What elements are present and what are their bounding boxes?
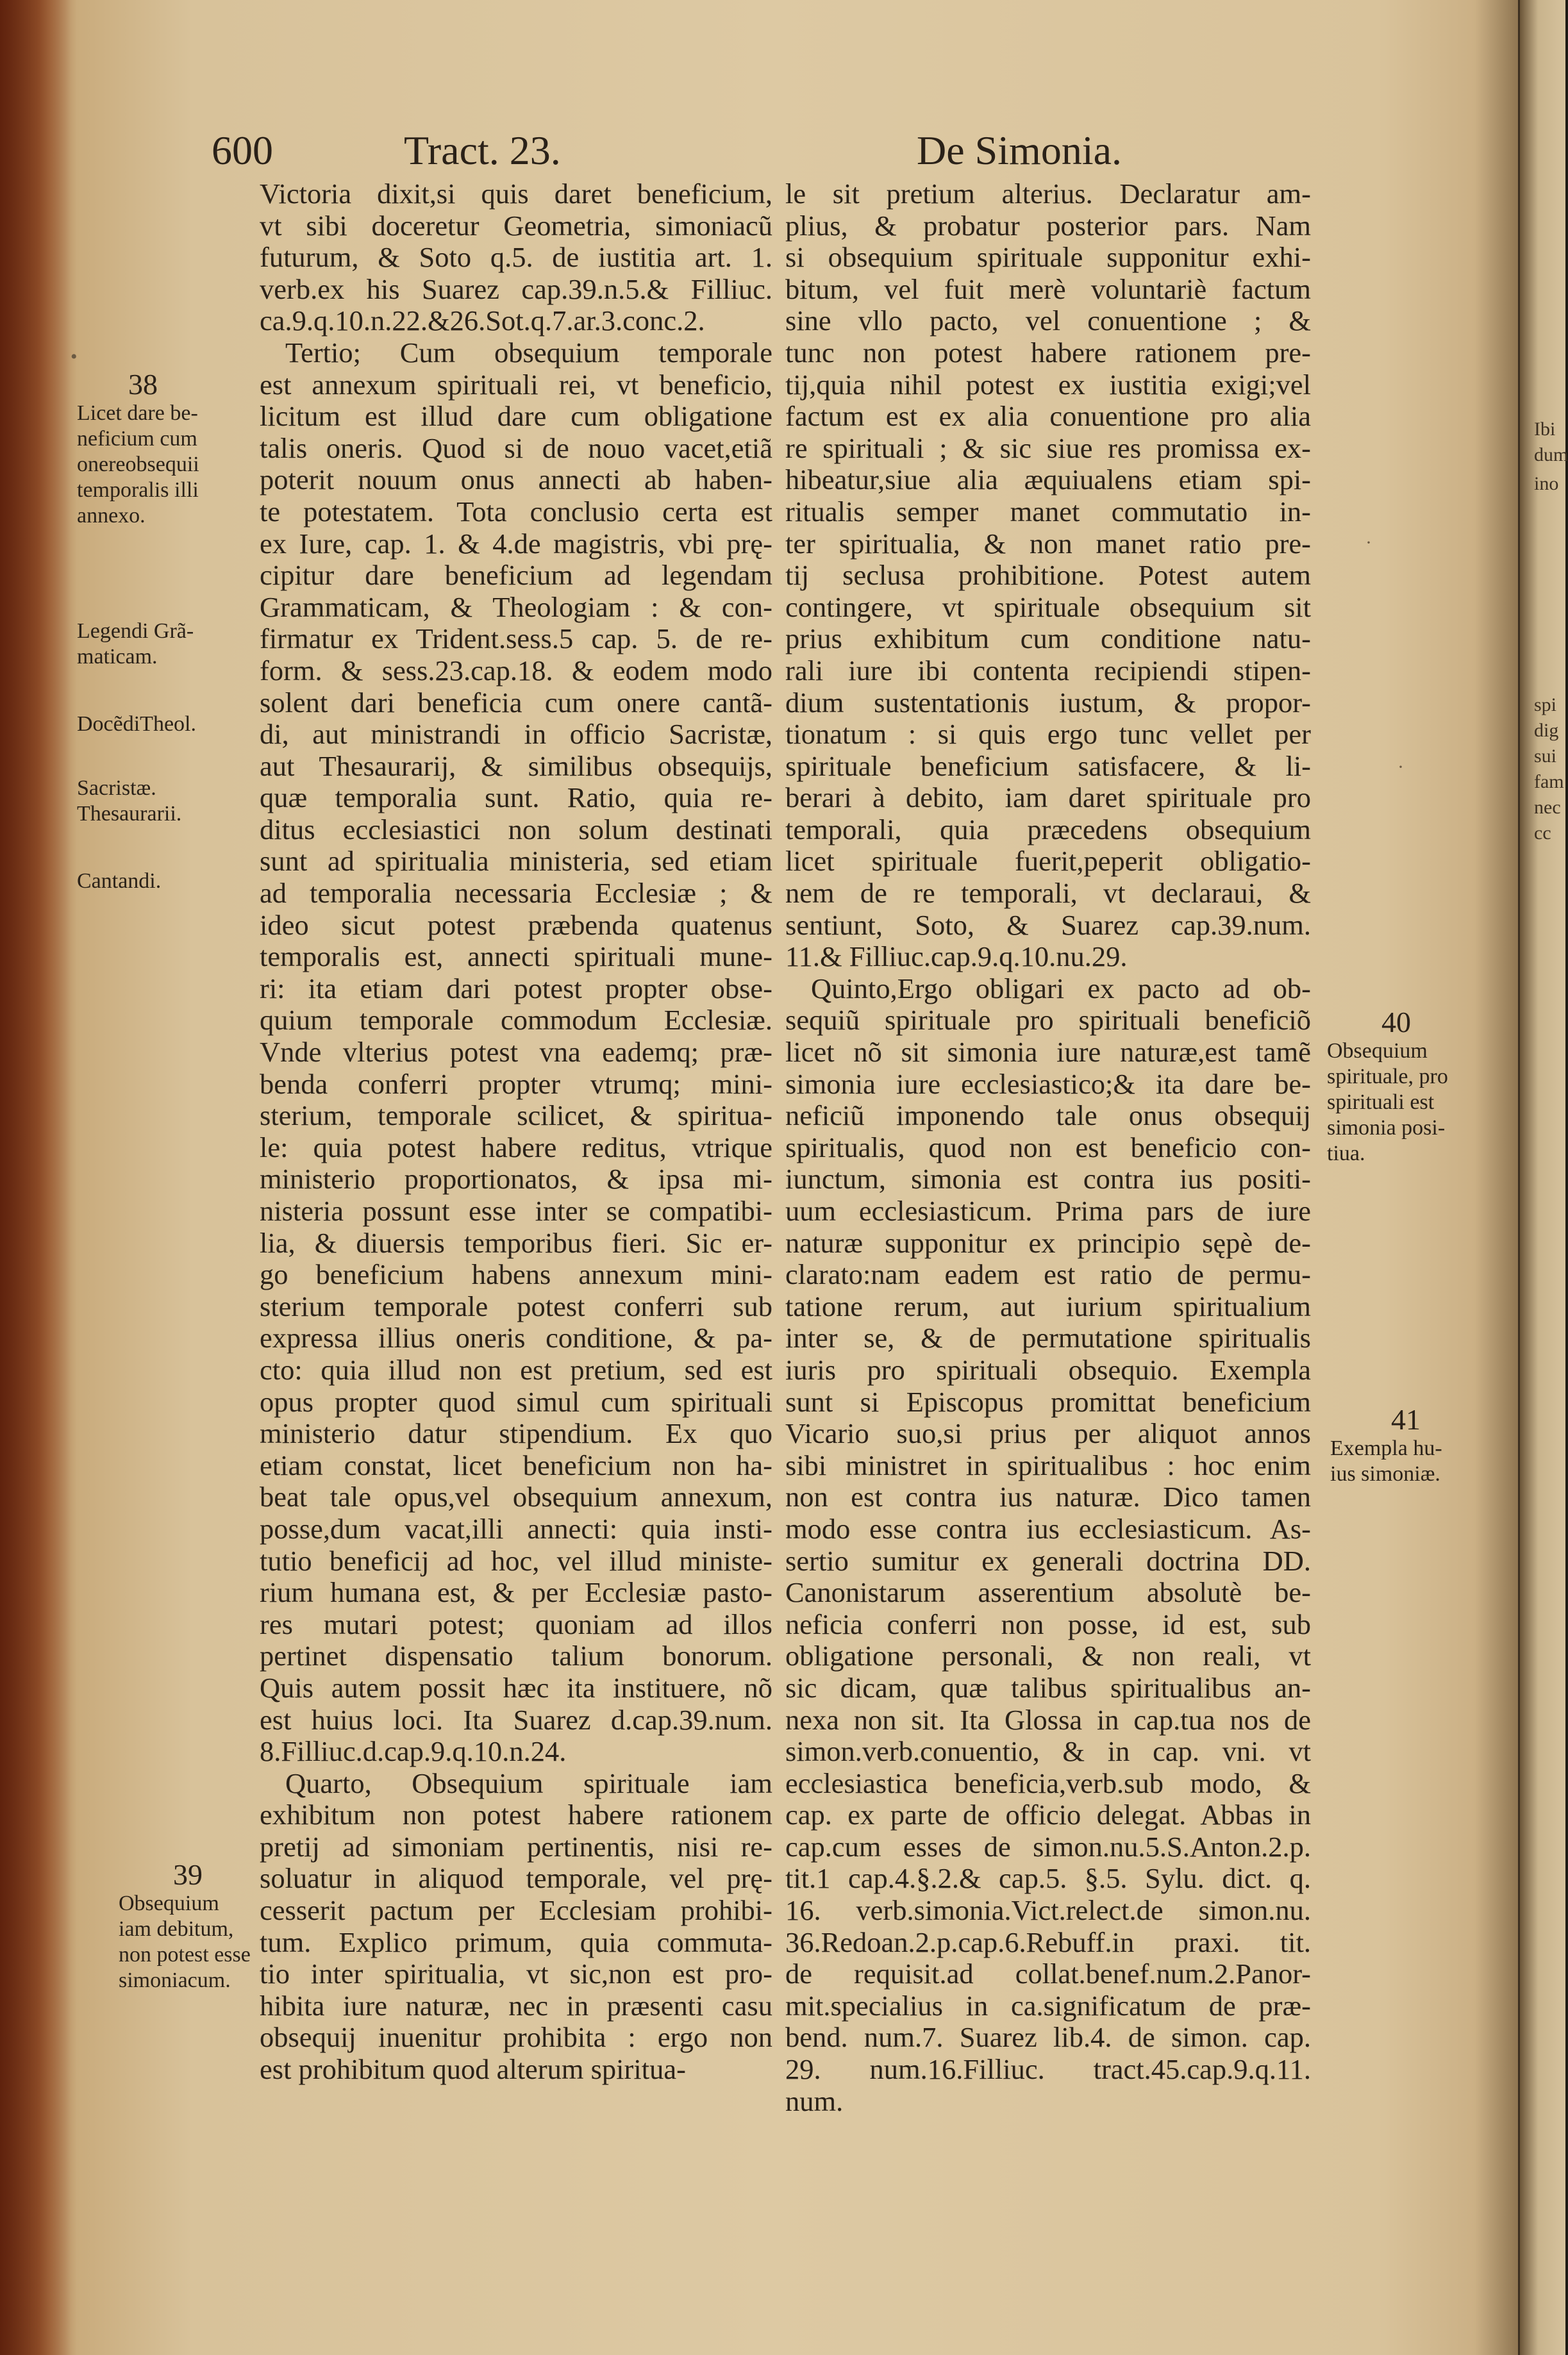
margin-note-line: Sacristæ. (77, 776, 156, 800)
text-line: 29. num.16.Filliuc. tract.45.cap.9.q.11. (785, 2053, 1311, 2086)
adjacent-page-fragment: dum (1534, 444, 1568, 465)
margin-note-line: neficium cum (77, 427, 197, 451)
text-line: di, aut ministrandi in officio Sacristæ, (260, 718, 772, 751)
margin-note-docendi (77, 711, 244, 737)
text-line: hibita iure naturæ, nec in præsenti casu (260, 1989, 772, 2022)
text-line: 16. verb.simonia.Vict.relect.de simon.nu. (785, 1894, 1311, 1927)
margin-note-line: Cantandi. (77, 869, 162, 893)
text-line: cap.cum esses de simon.nu.5.S.Anton.2.p. (785, 1830, 1311, 1863)
text-line: neficiũ imponendo tale onus obsequij (785, 1099, 1311, 1132)
margin-note-40 (1327, 1006, 1487, 1167)
adjacent-page-strip (1518, 0, 1568, 2355)
text-line: est huius loci. Ita Suarez d.cap.39.num. (260, 1703, 772, 1736)
text-line: ministerio proportionatos, & ipsa mi- (260, 1163, 772, 1195)
text-line: Quarto, Obsequium spirituale iam (285, 1767, 772, 1799)
text-line: tatione rerum, aut iurium spiritualium (785, 1290, 1311, 1322)
text-line: quæ temporalia sunt. Ratio, quia re- (260, 781, 772, 814)
text-line: talis oneris. Quod si de nouo vacet,etiã (260, 431, 772, 464)
margin-note-line: Legendi Grã- (77, 619, 194, 643)
text-line: licitum est illud dare cum obligatione (260, 400, 772, 433)
text-line: go beneficium habens annexum mini- (260, 1258, 772, 1291)
text-line: obligatione personali, & non reali, vt (785, 1640, 1311, 1672)
text-line: bitum, vel fuit merè voluntariè factum (785, 272, 1311, 305)
margin-note-line: onereobsequii (77, 453, 199, 476)
margin-note-line: iam debitum, (119, 1917, 234, 1941)
margin-note-number: 39 (173, 1858, 203, 1891)
margin-note-line: Obsequium (119, 1892, 219, 1915)
margin-note-line: Obsequium (1327, 1039, 1428, 1063)
text-line: licet nõ sit simonia iure naturæ,est tamẽ (785, 1036, 1311, 1069)
text-line: inter se, & de permutatione spiritualis (785, 1322, 1311, 1354)
text-line: exhibitum non potest habere rationem (260, 1799, 772, 1831)
text-line: tio inter spiritualia, vt sic,non est pro- (260, 1958, 772, 1990)
margin-note-line: annexo. (77, 504, 146, 528)
margin-note-line: Thesaurarii. (77, 802, 182, 826)
text-line: dium sustentationis iustum, & propor- (785, 686, 1311, 719)
text-line: neficia conferri non posse, id est, sub (785, 1608, 1311, 1640)
text-line: benda conferri propter vtrumq; mini- (260, 1067, 772, 1100)
margin-note-number: 41 (1391, 1403, 1421, 1436)
margin-note-line: Licet dare be- (77, 401, 198, 425)
text-line: ritualis semper manet commutatio in- (785, 495, 1311, 528)
text-line: est prohibitum quod alterum spiritua- (260, 2053, 686, 2086)
adjacent-page-fragment: Ibi (1534, 419, 1556, 440)
margin-note-line: ius simoniæ. (1330, 1462, 1440, 1486)
text-line: firmatur ex Trident.sess.5 cap. 5. de re- (260, 622, 772, 655)
text-line: tutio beneficij ad hoc, vel illud ministe- (260, 1544, 772, 1577)
text-line: sunt ad spiritualia ministeria, sed etiam (260, 845, 772, 878)
adjacent-page-fragment: spi (1534, 694, 1557, 715)
text-line: ditus ecclesiastici non solum destinati (260, 813, 772, 845)
text-line: naturæ supponitur ex principio sępè de- (785, 1226, 1311, 1259)
text-line: mit.specialius in ca.significatum de præ- (785, 1989, 1311, 2022)
text-line: verb.ex his Suarez cap.39.n.5.& Filliuc. (260, 272, 772, 305)
text-line: obsequij inuenitur prohibita : ergo non (260, 2021, 772, 2054)
text-line: temporalis est, annecti spirituali mune- (260, 940, 772, 973)
text-line: ca.9.q.10.n.22.&26.Sot.q.7.ar.3.conc.2. (260, 304, 705, 337)
text-line: rali iure ibi contenta recipiendi stipen- (785, 654, 1311, 687)
text-line: Tertio; Cum obsequium temporale (285, 336, 772, 369)
text-line: quium temporale commodum Ecclesiæ. (260, 1004, 772, 1036)
text-line: aut Thesaurarij, & similibus obsequijs, (260, 749, 772, 782)
text-line: beat tale opus,vel obsequium annexum, (260, 1481, 772, 1513)
adjacent-page-fragment: dig (1534, 720, 1559, 741)
text-line: tionatum : si quis ergo tunc vellet per (785, 718, 1311, 751)
text-line: futurum, & Soto q.5. de iustitia art. 1. (260, 241, 772, 274)
text-line: le: quia potest habere reditus, vtrique (260, 1131, 772, 1163)
text-line: soluatur in aliquod temporale, vel prę- (260, 1862, 772, 1895)
text-line: ministerio datur stipendium. Ex quo (260, 1417, 772, 1450)
text-line: pertinet dispensatio talium bonorum. (260, 1640, 772, 1672)
text-line: 8.Filliuc.d.cap.9.q.10.n.24. (260, 1735, 567, 1768)
text-line: 11.& Filliuc.cap.9.q.10.nu.29. (785, 940, 1128, 973)
text-line: te potestatem. Tota conclusio certa est (260, 495, 772, 528)
text-line: simon.verb.conuentio, & in cap. vni. vt (785, 1735, 1311, 1768)
paper-speck: · (1365, 532, 1372, 553)
margin-note-line: temporalis illi (77, 478, 199, 502)
text-line: expressa illius oneris conditione, & pa- (260, 1322, 772, 1354)
text-line: sterium, temporale scilicet, & spiritua- (260, 1099, 772, 1132)
text-line: sunt si Episcopus promittat beneficium (785, 1385, 1311, 1418)
text-line: sentiunt, Soto, & Suarez cap.39.num. (785, 908, 1311, 941)
margin-note-line: DocẽdiTheol. (77, 712, 196, 736)
text-line: spirituale beneficium satisfacere, & li- (785, 749, 1311, 782)
text-line: le sit pretium alterius. Declaratur am- (785, 178, 1311, 210)
text-line: cto: quia illud non est pretium, sed est (260, 1353, 772, 1386)
text-line: res mutari potest; quoniam ad illos (260, 1608, 772, 1640)
text-line: cesserit pactum per Ecclesiam prohibi- (260, 1894, 772, 1927)
text-line: Vnde vlterius potest vna eademq; præ- (260, 1036, 772, 1069)
text-line: sertio sumitur ex generali doctrina DD. (785, 1544, 1311, 1577)
text-line: num. (785, 2085, 844, 2117)
text-line: hibeatur,siue alia æquiualens etiam spi- (785, 463, 1311, 496)
text-line: Quinto,Ergo obligari ex pacto ad ob- (811, 972, 1311, 1004)
text-line: est annexum spirituali rei, vt beneficio, (260, 368, 772, 401)
text-line: cipitur dare beneficium ad legendam (260, 559, 772, 592)
text-line: tum. Explico primum, quia commuta- (260, 1926, 772, 1958)
text-line: de requisit.ad collat.benef.num.2.Panor- (785, 1958, 1311, 1990)
running-header (212, 122, 1122, 179)
adjacent-page-fragment: cc (1534, 822, 1551, 844)
text-line: posse,dum vacat,illi annecti: quia insti- (260, 1512, 772, 1545)
text-line: nexa non sit. Ita Glossa in cap.tua nos de (785, 1703, 1311, 1736)
text-line: lia, & diuersis temporibus fieri. Sic er- (260, 1226, 772, 1259)
text-line: sterium temporale potest conferri sub (260, 1290, 772, 1322)
text-line: ter spiritualia, & non manet ratio pre- (785, 527, 1311, 560)
margin-note-39 (119, 1859, 279, 1993)
text-line: rium humana est, & per Ecclesiæ pasto- (260, 1576, 772, 1609)
text-line: bend. num.7. Suarez lib.4. de simon. cap. (785, 2021, 1311, 2054)
text-line: cap. ex parte de officio delegat. Abbas in (785, 1799, 1311, 1831)
text-line: plius, & probatur posterior pars. Nam (785, 209, 1311, 242)
running-title: De Simonia. (917, 128, 1122, 173)
text-line: sic dicam, quæ talibus spiritualibus an- (785, 1671, 1311, 1704)
right-text-column (785, 178, 1311, 2117)
text-line: non est contra ius naturæ. Dico tamen (785, 1481, 1311, 1513)
page-number: 600 (212, 128, 273, 173)
text-line: vt sibi doceretur Geometria, simoniacũ (260, 209, 772, 242)
left-text-column (260, 178, 772, 2086)
adjacent-page-fragment: sui (1534, 745, 1557, 767)
text-line: spiritualis, quod non est beneficio con- (785, 1131, 1311, 1163)
text-line: tit.1 cap.4.§.2.& cap.5. §.5. Sylu. dict. q. (785, 1862, 1311, 1895)
text-line: Canonistarum asserentium absolutè be- (785, 1576, 1311, 1609)
margin-note-line: maticam. (77, 645, 158, 669)
text-line: ad temporalia necessaria Ecclesiæ ; & (260, 877, 772, 910)
margin-note-line: spirituali est (1327, 1090, 1435, 1114)
text-line: modo esse contra ius ecclesiasticum. As- (785, 1512, 1311, 1545)
margin-note-sacristae (77, 776, 244, 827)
text-line: tunc non potest habere rationem pre- (785, 336, 1311, 369)
text-line: contingere, vt spirituale obsequium sit (785, 590, 1311, 623)
text-line: ecclesiastica beneficia,verb.sub modo, & (785, 1767, 1311, 1799)
paper-speck: • (71, 346, 78, 367)
text-line: clarato:nam eadem est ratio de permu- (785, 1258, 1311, 1291)
margin-note-line: tiua. (1327, 1142, 1365, 1165)
margin-note-line: simoniacum. (119, 1968, 231, 1992)
margin-note-41 (1330, 1404, 1490, 1487)
page-edge-shadow (0, 0, 71, 2355)
text-line: opus propter quod simul cum spirituali (260, 1385, 772, 1418)
text-line: iunctum, simonia est contra ius positi- (785, 1163, 1311, 1195)
adjacent-page-fragment: ino (1534, 473, 1559, 494)
margin-note-38 (77, 369, 244, 529)
text-line: factum est ex alia conuentione pro alia (785, 400, 1311, 433)
text-line: Quis autem possit hæc ita instituere, nõ (260, 1671, 772, 1704)
margin-note-number: 38 (128, 368, 158, 401)
text-line: form. & sess.23.cap.18. & eodem modo (260, 654, 772, 687)
adjacent-page-fragment: nec (1534, 797, 1561, 818)
text-line: ex Iure, cap. 1. & 4.de magistris, vbi prę- (260, 527, 772, 560)
margin-note-line: spirituale, pro (1327, 1065, 1448, 1088)
text-line: ri: ita etiam dari potest propter obse- (260, 972, 772, 1004)
text-line: simonia iure ecclesiastico;& ita dare be- (785, 1067, 1311, 1100)
margin-note-cantandi (77, 869, 244, 894)
margin-note-legendi (77, 619, 244, 670)
margin-note-number: 40 (1381, 1006, 1411, 1038)
paper-speck: · (1397, 756, 1404, 778)
text-line: nisteria possunt esse inter se compatibi- (260, 1195, 772, 1227)
text-line: si obsequium spirituale supponitur exhi- (785, 241, 1311, 274)
text-line: Victoria dixit,si quis daret beneficium, (260, 178, 772, 210)
text-line: sequiũ spirituale pro spirituali beneficiõ (785, 1004, 1311, 1036)
treatise-label: Tract. 23. (404, 128, 561, 173)
text-line: sibi ministret in spiritualibus : hoc enim (785, 1449, 1311, 1481)
text-line: tij,quia nihil potest ex iustitia exigi;vel (785, 368, 1311, 401)
text-line: solent dari beneficia cum onere cantã- (260, 686, 772, 719)
text-line: 36.Redoan.2.p.cap.6.Rebuff.in praxi. tit. (785, 1926, 1311, 1958)
text-line: etiam constat, licet beneficium non ha- (260, 1449, 772, 1481)
text-line: Grammaticam, & Theologiam : & con- (260, 590, 772, 623)
margin-note-line: Exempla hu- (1330, 1436, 1442, 1460)
text-line: licet spirituale fuerit,peperit obligatio- (785, 845, 1311, 878)
text-line: ideo sicut potest præbenda quatenus (260, 908, 772, 941)
text-line: pretij ad simoniam pertinentis, nisi re- (260, 1830, 772, 1863)
text-line: re spirituali ; & sic siue res promissa ex- (785, 431, 1311, 464)
text-line: prius exhibitum cum conditione natu- (785, 622, 1311, 655)
text-line: berari à debito, iam daret spirituale pro (785, 781, 1311, 814)
text-line: temporali, quia præcedens obsequium (785, 813, 1311, 845)
text-line: tij seclusa prohibitione. Potest autem (785, 559, 1311, 592)
text-line: nem de re temporali, vt declaraui, & (785, 877, 1311, 910)
text-line: Vicario suo,si prius per aliquot annos (785, 1417, 1311, 1450)
adjacent-page-fragment: fam (1534, 771, 1564, 792)
text-line: poterit nouum onus annecti ab haben- (260, 463, 772, 496)
margin-note-line: simonia posi- (1327, 1116, 1446, 1140)
text-line: sine vllo pacto, vel conuentione ; & (785, 304, 1311, 337)
margin-note-line: non potest esse (119, 1943, 251, 1967)
text-line: uum ecclesiasticum. Prima pars de iure (785, 1195, 1311, 1227)
text-line: iuris pro spirituali obsequio. Exempla (785, 1353, 1311, 1386)
